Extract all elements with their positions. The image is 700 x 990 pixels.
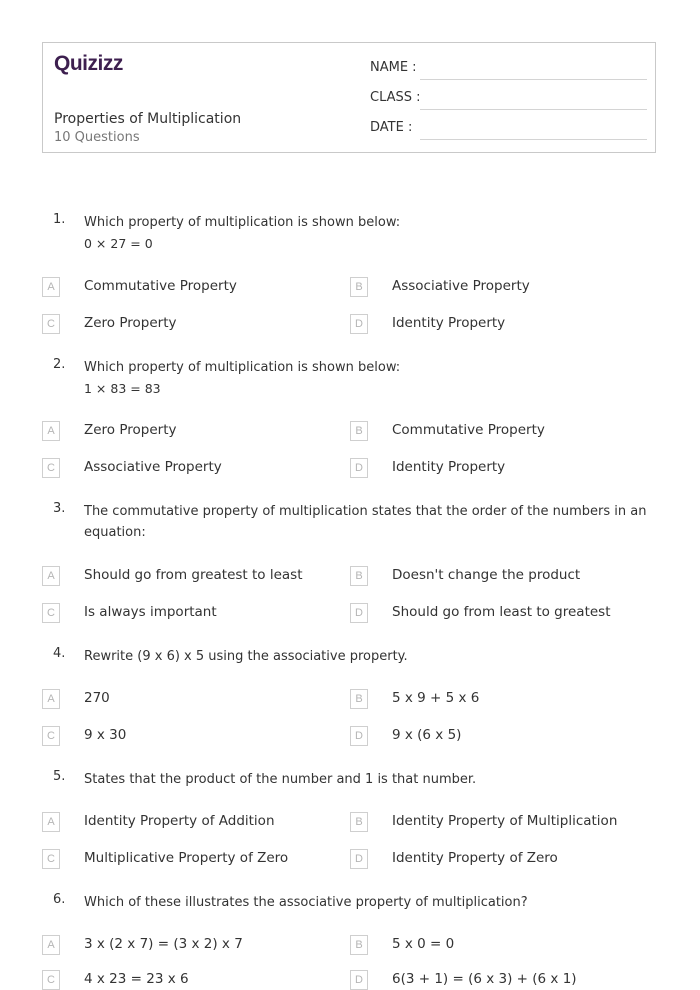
name-line	[420, 79, 647, 80]
question-equation: 1 × 83 = 83	[84, 381, 161, 396]
option-letter: A	[42, 566, 60, 586]
date-field[interactable]	[370, 120, 647, 140]
class-field[interactable]	[370, 90, 647, 110]
date-label: DATE :	[370, 120, 413, 135]
option-text: Identity Property	[392, 315, 506, 331]
option-letter: C	[42, 603, 60, 623]
option-letter: B	[350, 566, 368, 586]
option-text: 9 x 30	[84, 727, 127, 743]
worksheet-title: Properties of Multiplication	[54, 111, 242, 127]
option-letter: C	[42, 458, 60, 478]
option-letter: B	[350, 421, 368, 441]
question-number: 6.	[53, 892, 66, 907]
option-text: Zero Property	[84, 422, 177, 438]
question-text	[84, 892, 654, 913]
option-letter: D	[350, 970, 368, 990]
option-letter: B	[350, 277, 368, 297]
question-prompt: Which property of multiplication is shown below:	[84, 360, 401, 375]
option-text: 3 x (2 x 7) = (3 x 2) x 7	[84, 936, 243, 952]
option-text: Is always important	[84, 604, 217, 620]
option-text: Doesn't change the product	[392, 567, 581, 583]
question-text	[84, 501, 654, 543]
option-letter: A	[42, 277, 60, 297]
question-text	[84, 646, 654, 667]
option-letter: C	[42, 726, 60, 746]
option-text: 5 x 0 = 0	[392, 936, 455, 952]
option-text: Should go from least to greatest	[392, 604, 611, 620]
option-letter: D	[350, 458, 368, 478]
option-text: Multiplicative Property of Zero	[84, 850, 289, 866]
option-letter: D	[350, 726, 368, 746]
option-text: Identity Property of Multiplication	[392, 813, 618, 829]
option-letter: A	[42, 421, 60, 441]
question-prompt: Which property of multiplication is shown below:	[84, 215, 401, 230]
option-text: 6(3 + 1) = (6 x 3) + (6 x 1)	[392, 971, 577, 987]
question-number: 4.	[53, 646, 66, 661]
question-count: 10 Questions	[54, 130, 140, 145]
option-letter: D	[350, 314, 368, 334]
question-number: 1.	[53, 212, 66, 227]
option-letter: D	[350, 849, 368, 869]
option-letter: A	[42, 689, 60, 709]
option-letter: B	[350, 812, 368, 832]
worksheet-header	[42, 42, 656, 153]
option-letter: C	[42, 849, 60, 869]
class-label: CLASS :	[370, 90, 421, 105]
option-text: Should go from greatest to least	[84, 567, 303, 583]
option-text: Associative Property	[392, 278, 530, 294]
question-number: 5.	[53, 769, 66, 784]
option-text: Commutative Property	[392, 422, 545, 438]
option-letter: D	[350, 603, 368, 623]
option-letter: B	[350, 689, 368, 709]
question-equation: 0 × 27 = 0	[84, 236, 153, 251]
question-prompt: Which of these illustrates the associative property of multiplication?	[84, 895, 528, 910]
question-number: 3.	[53, 501, 66, 516]
option-text: Zero Property	[84, 315, 177, 331]
option-letter: A	[42, 935, 60, 955]
option-text: 9 x (6 x 5)	[392, 727, 462, 743]
option-text: Identity Property of Zero	[392, 850, 558, 866]
option-letter: B	[350, 935, 368, 955]
question-prompt: Rewrite (9 x 6) x 5 using the associative property.	[84, 649, 408, 664]
question-prompt: States that the product of the number and 1 is that number.	[84, 772, 477, 787]
option-text: 5 x 9 + 5 x 6	[392, 690, 480, 706]
question-prompt: The commutative property of multiplication states that the order of the numbers in an equation:	[84, 504, 647, 540]
option-text: Associative Property	[84, 459, 222, 475]
option-text: Commutative Property	[84, 278, 237, 294]
option-text: 270	[84, 690, 110, 706]
option-text: Identity Property of Addition	[84, 813, 275, 829]
option-letter: C	[42, 314, 60, 334]
option-text: Identity Property	[392, 459, 506, 475]
option-letter: A	[42, 812, 60, 832]
question-text	[84, 769, 654, 790]
date-line	[420, 139, 647, 140]
question-text	[84, 357, 654, 399]
question-number: 2.	[53, 357, 66, 372]
question-text	[84, 212, 654, 254]
option-text: 4 x 23 = 23 x 6	[84, 971, 189, 987]
name-label: NAME :	[370, 60, 417, 75]
class-line	[420, 109, 647, 110]
name-field[interactable]	[370, 60, 647, 80]
option-letter: C	[42, 970, 60, 990]
quizizz-logo: Quizizz	[54, 52, 123, 75]
